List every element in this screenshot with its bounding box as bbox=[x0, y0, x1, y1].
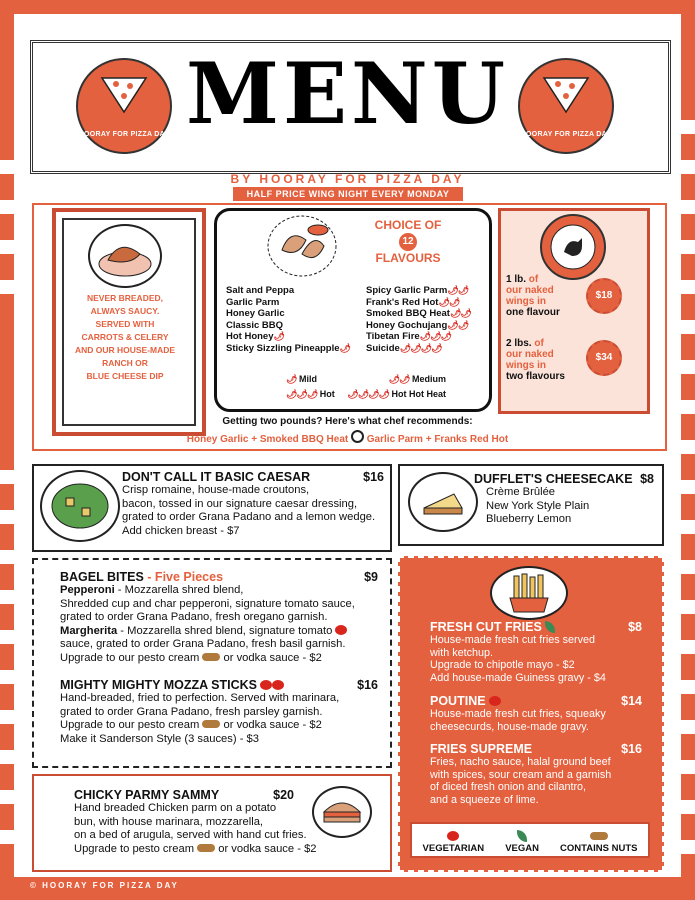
flavour-item: Tibetan Fire🌶🌶🌶 bbox=[366, 331, 451, 343]
dish-desc-line: Upgrade to chipotle mayo - $2 bbox=[430, 659, 575, 672]
legend-vegan: VEGAN bbox=[505, 830, 539, 854]
pepper-icon: 🌶🌶🌶 bbox=[419, 331, 451, 342]
caesar-image bbox=[40, 470, 120, 542]
nut-icon bbox=[590, 832, 608, 840]
border-stripe bbox=[681, 840, 695, 854]
dish-price: $9 bbox=[364, 570, 378, 584]
flavour-list-left bbox=[226, 285, 362, 355]
flavour-item: Salt and Peppa bbox=[226, 285, 295, 296]
dish-desc-line: Add house-made Guiness gravy - $4 bbox=[430, 671, 606, 684]
dish-title: DUFFLET'S CHEESECAKE bbox=[474, 472, 633, 486]
dish-desc-line: Crisp romaine, house-made croutons, bbox=[122, 484, 310, 496]
dish-desc-line: of diced fresh onion and cilantro, bbox=[430, 781, 587, 794]
dish-desc-line: House-made fresh cut fries served bbox=[430, 634, 596, 646]
chicken-icon bbox=[542, 216, 604, 278]
border-stripe bbox=[0, 750, 14, 764]
cheesecake-flavour: Blueberry Lemon bbox=[486, 513, 572, 525]
border-stripe bbox=[681, 200, 695, 214]
byline: BY HOORAY FOR PIZZA DAY bbox=[230, 172, 465, 186]
nut-icon bbox=[202, 720, 220, 728]
flavour-item: Honey Gochujang🌶🌶 bbox=[366, 319, 469, 331]
flavour-list-right bbox=[366, 285, 484, 355]
dish-desc-line: Add chicken breast - $7 bbox=[122, 524, 240, 537]
pepper-icon: 🌶 bbox=[273, 331, 284, 342]
bagel-bites-item: BAGEL BITES - Five Pieces $9 Pepperoni - Mozzarella shred blend, Shredded cup and char pepperoni, signature tomato sauce, grated to order Grana Padano, fresh oregano garnish. Margherita - Mozzarella shred blend, signature tomato sauce, grated to order Grana Padano, fresh basil garnish. Upgrade to our pesto cream or vodka sauce - $2 bbox=[60, 570, 378, 664]
fries-icon bbox=[492, 568, 566, 618]
target-icon bbox=[351, 430, 364, 443]
legend-item: 🌶🌶 Medium bbox=[388, 374, 446, 384]
border-stripe bbox=[0, 830, 14, 844]
dish-desc-line: sauce, grated to order Grana Padano, fresh basil garnish. bbox=[60, 638, 346, 650]
dish-desc-line: grated to order Grana Padano, fresh oregano garnish. bbox=[60, 611, 328, 623]
wings-desc-line: RANCH OR bbox=[102, 358, 148, 368]
border-stripe bbox=[0, 670, 14, 684]
border-stripe bbox=[0, 510, 14, 524]
dish-title: FRIES SUPREME bbox=[430, 742, 533, 756]
legend-item: 🌶 Mild bbox=[286, 374, 317, 384]
cheesecake-flavour: New York Style Plain bbox=[486, 499, 590, 512]
border-stripe bbox=[0, 280, 14, 294]
flavour-item: Smoked BBQ Heat🌶🌶 bbox=[366, 308, 471, 320]
chicken-wing-icon bbox=[90, 226, 160, 286]
border-stripe bbox=[0, 200, 14, 214]
flavour-item: Honey Garlic bbox=[226, 308, 285, 320]
border-stripe bbox=[0, 550, 14, 564]
nut-icon bbox=[197, 844, 215, 852]
dish-desc-line: bun, with house marinara, mozzarella, bbox=[74, 815, 264, 828]
wings-desc-line: CARROTS & CELERY bbox=[81, 332, 169, 342]
flavour-count bbox=[358, 218, 458, 266]
border-stripe bbox=[0, 630, 14, 644]
left-border bbox=[0, 14, 14, 160]
pepper-icon: 🌶🌶🌶🌶 bbox=[399, 342, 442, 353]
border-stripe bbox=[681, 280, 695, 294]
mozza-sticks-item: MIGHTY MIGHTY MOZZA STICKS $16 Hand-breaded, fried to perfection. Served with marinara, grated to order Grana Padano, fresh parsley garnish. Upgrade to our pesto cream or vodka sauce - $2 Make it Sanderson Style (3 sauces) - $3 bbox=[60, 678, 378, 745]
pepper-icon: 🌶🌶 bbox=[438, 296, 460, 307]
border-stripe bbox=[0, 790, 14, 804]
diet-legend bbox=[410, 822, 650, 858]
badge-text: HOORAY FOR PIZZA DAY bbox=[78, 131, 170, 138]
flavour-count-number: 12 bbox=[399, 233, 417, 251]
wings-desc-line: AND OUR HOUSE-MADE bbox=[74, 345, 176, 355]
border-stripe bbox=[681, 600, 695, 614]
badge-text: HOORAY FOR PIZZA DAY bbox=[520, 131, 612, 138]
heat-legend bbox=[286, 374, 446, 400]
border-stripe bbox=[681, 640, 695, 654]
border-stripe bbox=[681, 720, 695, 734]
chef-recommends-question: Getting two pounds? Here's what chef recommends: bbox=[222, 416, 473, 427]
legend-vegetarian: VEGETARIAN bbox=[423, 831, 485, 854]
dish-desc-line: Hand breaded Chicken parm on a potato bbox=[74, 802, 277, 814]
border-stripe bbox=[681, 760, 695, 774]
sammy-item: CHICKY PARMY SAMMY $20 Hand breaded Chicken parm on a potato bun, with house marinara, mozzarella, on a bed of arugula, served with hand cut fries. Upgrade to pesto cream or vodka sauce - $2 bbox=[74, 788, 304, 856]
dish-desc-line: and a squeeze of lime. bbox=[430, 793, 539, 806]
cheesecake-image bbox=[408, 472, 478, 532]
dish-title: POUTINE bbox=[430, 694, 501, 708]
dish-title: DON'T CALL IT BASIC CAESAR bbox=[122, 470, 311, 484]
dish-desc-line: on a bed of arugula, served with hand cut fries. bbox=[74, 829, 307, 841]
leaf-icon bbox=[545, 621, 555, 633]
dish-title: BAGEL BITES - Five Pieces bbox=[60, 570, 224, 584]
flavour-item: Spicy Garlic Parm🌶🌶 bbox=[366, 285, 469, 296]
caesar-item bbox=[122, 470, 384, 538]
dish-desc-line: Hand-breaded, fried to perfection. Served with marinara, bbox=[60, 692, 340, 704]
left-border bbox=[0, 440, 14, 877]
tomato-icon bbox=[260, 680, 272, 690]
cheesecake-flavour: Crème Brûlée bbox=[486, 486, 556, 498]
dish-desc-line: Make it Sanderson Style (3 sauces) - $3 bbox=[60, 732, 259, 745]
dish-desc-line: grated to order Grana Padano and a lemon wedge. bbox=[122, 511, 376, 523]
border-stripe bbox=[0, 710, 14, 724]
recommendation: Garlic Parm + Franks Red Hot bbox=[366, 434, 509, 445]
dish-price: $8 bbox=[640, 472, 654, 486]
tomato-icon bbox=[447, 831, 459, 841]
pizza-slice-icon bbox=[96, 72, 152, 122]
tomato-icon bbox=[272, 680, 284, 690]
wings-desc-line: BLUE CHEESE DIP bbox=[86, 371, 164, 381]
flavour-item: Classic BBQ bbox=[226, 319, 284, 331]
border-stripe bbox=[681, 360, 695, 374]
dish-desc-line: Fries, nacho sauce, halal ground beef bbox=[430, 756, 611, 768]
wings-plate-image bbox=[88, 224, 162, 288]
tomato-icon bbox=[335, 625, 347, 635]
flavour-item: Suicide🌶🌶🌶🌶 bbox=[366, 342, 442, 354]
choice-label: CHOICE OF bbox=[374, 218, 442, 232]
variant-name: Pepperoni bbox=[60, 584, 115, 596]
two-lb-option: 2 lbs. of our naked wings in two flavours bbox=[506, 338, 565, 382]
border-stripe bbox=[681, 520, 695, 534]
pizza-slice-icon bbox=[538, 72, 594, 122]
border-stripe bbox=[681, 240, 695, 254]
dish-desc-line: cheesecurds, house-made gravy. bbox=[430, 720, 589, 733]
nut-icon bbox=[202, 653, 220, 661]
dish-price: $16 bbox=[357, 678, 378, 692]
dish-price: $20 bbox=[273, 788, 294, 802]
border-stripe bbox=[0, 240, 14, 254]
wings-description bbox=[62, 292, 188, 383]
wings-sauce-image bbox=[262, 206, 342, 282]
border-stripe bbox=[0, 470, 14, 484]
two-lb-price: $34 bbox=[586, 340, 622, 376]
fresh-fries-item bbox=[430, 620, 642, 684]
dish-desc-line: House-made fresh cut fries, squeaky bbox=[430, 708, 606, 720]
pepper-icon: 🌶🌶 bbox=[449, 308, 471, 319]
fries-supreme-item bbox=[430, 742, 642, 806]
legend-item: 🌶🌶🌶 Hot bbox=[286, 389, 335, 399]
dish-title: MIGHTY MIGHTY MOZZA STICKS bbox=[60, 678, 284, 692]
leaf-icon bbox=[517, 830, 527, 842]
border-stripe bbox=[681, 440, 695, 454]
brand-badge-right bbox=[518, 58, 614, 154]
brand-badge-left bbox=[76, 58, 172, 154]
dish-desc-line: with ketchup. bbox=[430, 646, 494, 659]
dish-price: $14 bbox=[621, 694, 642, 708]
wing-basket-icon bbox=[262, 206, 342, 282]
wings-desc-line: ALWAYS SAUCY. bbox=[90, 306, 160, 316]
border-stripe bbox=[681, 680, 695, 694]
wings-desc-line: NEVER BREADED, bbox=[86, 293, 164, 303]
flavour-item: Garlic Parm bbox=[226, 296, 280, 308]
recommendation: Honey Garlic + Smoked BBQ Heat bbox=[186, 434, 349, 445]
border-stripe bbox=[681, 560, 695, 574]
pepper-icon: 🌶🌶 bbox=[447, 319, 469, 330]
dish-desc-line: with spices, sour cream and a garnish bbox=[430, 768, 612, 781]
sammy-image bbox=[312, 786, 372, 838]
flavour-item: Sticky Sizzling Pineapple🌶 bbox=[226, 342, 350, 354]
tomato-icon bbox=[489, 696, 501, 706]
page-title: MENU bbox=[185, 44, 510, 143]
fries-image bbox=[490, 566, 568, 620]
salad-bowl-icon bbox=[42, 472, 118, 540]
pepper-icon: 🌶🌶 bbox=[447, 285, 469, 295]
border-stripe bbox=[681, 320, 695, 334]
one-lb-price: $18 bbox=[586, 278, 622, 314]
legend-nuts: CONTAINS NUTS bbox=[560, 832, 637, 854]
legend-item: 🌶🌶🌶🌶 Hot Hot Heat bbox=[347, 389, 446, 399]
dish-title: FRESH CUT FRIES bbox=[430, 620, 555, 634]
sandwich-icon bbox=[314, 788, 370, 836]
dish-title: CHICKY PARMY SAMMY bbox=[74, 788, 220, 802]
footer-copyright: © HOORAY FOR PIZZA DAY bbox=[30, 881, 179, 890]
dish-desc-line: grated to order Grana Padano, fresh parsley garnish. bbox=[60, 705, 323, 718]
border-stripe bbox=[681, 400, 695, 414]
wing-night-banner: HALF PRICE WING NIGHT EVERY MONDAY bbox=[233, 187, 463, 201]
dish-price: $16 bbox=[363, 470, 384, 484]
dish-price: $16 bbox=[621, 742, 642, 756]
wings-desc-line: SERVED WITH bbox=[95, 319, 155, 329]
one-lb-option: 1 lb. of our naked wings in one flavour bbox=[506, 274, 560, 318]
border-stripe bbox=[681, 120, 695, 134]
chicken-wings-badge bbox=[540, 214, 606, 280]
flavours-label: FLAVOURS bbox=[375, 251, 441, 265]
poutine-item bbox=[430, 694, 642, 733]
dish-desc-line: bacon, tossed in our signature caesar dressing, bbox=[122, 497, 358, 510]
dish-price: $8 bbox=[628, 620, 642, 634]
cheesecake-icon bbox=[410, 474, 476, 530]
border-stripe bbox=[0, 590, 14, 604]
cheesecake-item bbox=[474, 472, 654, 527]
flavour-item: Hot Honey🌶 bbox=[226, 331, 284, 343]
pepper-icon: 🌶 bbox=[339, 342, 350, 353]
border-stripe bbox=[681, 480, 695, 494]
variant-name: Margherita bbox=[60, 624, 118, 637]
chef-recommendations bbox=[32, 430, 663, 445]
dish-desc-line: Shredded cup and char pepperoni, signature tomato sauce, bbox=[60, 597, 355, 610]
border-stripe bbox=[681, 800, 695, 814]
flavour-item: Frank's Red Hot🌶🌶 bbox=[366, 296, 460, 308]
